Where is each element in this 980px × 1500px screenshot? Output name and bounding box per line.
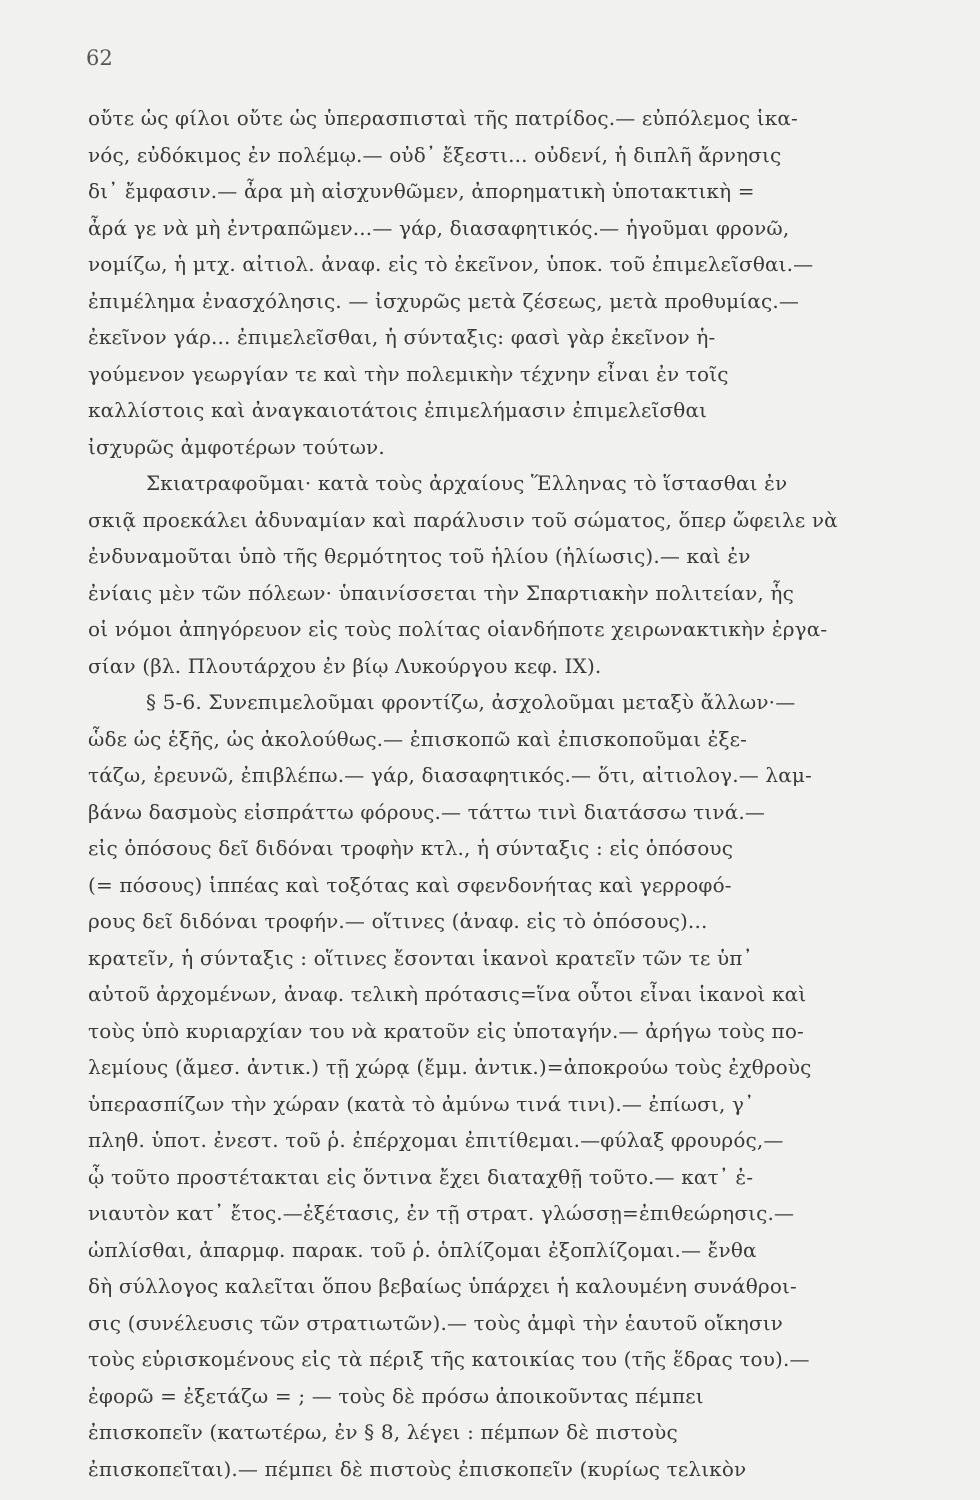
text-line: ρους δεῖ διδόναι τροφήν.— οἵτινες (ἀναφ. εἰς τὸ ὁπόσους)... bbox=[88, 909, 708, 933]
text-line: οὔτε ὡς φίλοι οὔτε ὡς ὑπερασπισταὶ τῆς πατρίδος.— εὐπόλεμος ἱκα- bbox=[88, 106, 798, 130]
text-line: νός, εὐδόκιμος ἐν πολέμῳ.— οὐδ᾽ ἔξεστι... οὐδενί, ἡ διπλῆ ἄρνησις bbox=[88, 142, 782, 167]
text-line: ἐπισκοπεῖται).— πέμπει δὲ πιστοὺς ἐπισκοπεῖν (κυρίως τελικὸν bbox=[88, 1456, 747, 1481]
text-line: ἐκεῖνον γάρ... ἐπιμελεῖσθαι, ἡ σύνταξις: φασὶ γὰρ ἐκεῖνον ἡ- bbox=[88, 325, 716, 349]
text-line: ἐνίαις μὲν τῶν πόλεων· ὑπαινίσσεται τὴν Σπαρτιακὴν πολιτείαν, ἧς bbox=[88, 580, 794, 605]
text-line: βάνω δασμοὺς εἰσπράττω φόρους.— τάττω τινὶ διατάσσω τινά.— bbox=[88, 799, 766, 824]
text-line: (= πόσους) ἱππέας καὶ τοξότας καὶ σφενδονήτας καὶ γερροφό- bbox=[88, 872, 732, 897]
text-line: σκιᾷ προεκάλει ἀδυναμίαν καὶ παράλυσιν τοῦ σώματος, ὅπερ ὤφειλε νὰ bbox=[88, 507, 838, 532]
text-line: ἐνδυναμοῦται ὑπὸ τῆς θερμότητος τοῦ ἡλίου (ἡλίωσις).— καὶ ἐν bbox=[88, 544, 751, 568]
text-line: ἐπιμέλημα ἐνασχόλησις. — ἰσχυρῶς μετὰ ζέσεως, μετὰ προθυμίας.— bbox=[88, 288, 799, 313]
text-line: Σκιατραφοῦμαι· κατὰ τοὺς ἀρχαίους Ἕλληνας τὸ ἵστασθαι ἐν bbox=[146, 471, 788, 495]
text-line: ἆρά γε νὰ μὴ ἐντραπῶμεν...— γάρ, διασαφητικός.— ἡγοῦμαι φρονῶ, bbox=[88, 215, 790, 240]
text-line: νομίζω, ἡ μτχ. αἰτιολ. ἀναφ. εἰς τὸ ἐκεῖνον, ὑποκ. τοῦ ἐπιμελεῖσθαι.— bbox=[88, 252, 814, 276]
text-line: αὐτοῦ ἀρχομένων, ἀναφ. τελικὴ πρότασις=ἵνα οὗτοι εἶναι ἱκανοὶ καὶ bbox=[88, 982, 807, 1006]
text-line: καλλίστοις καὶ ἀναγκαιοτάτοις ἐπιμελήμασιν ἐπιμελεῖσθαι bbox=[88, 398, 708, 422]
text-line: εἰς ὁπόσους δεῖ διδόναι τροφὴν κτλ., ἡ σύνταξις : εἰς ὁπόσους bbox=[88, 836, 734, 860]
text-line: οἱ νόμοι ἀπηγόρευον εἰς τοὺς πολίτας οἱανδήποτε χειρωνακτικὴν ἐργα- bbox=[88, 617, 828, 641]
text-line: νιαυτὸν κατ᾽ ἔτος.—ἐξέτασις, ἐν τῇ στρατ. γλώσσῃ=ἐπιθεώρησις.— bbox=[88, 1201, 795, 1225]
text-line: σίαν (βλ. Πλουτάρχου ἐν βίῳ Λυκούργου κεφ. IX). bbox=[88, 653, 602, 678]
text-line: λεμίους (ἄμεσ. ἀντικ.) τῇ χώρᾳ (ἔμμ. ἀντικ.)=ἀποκρούω τοὺς ἐχθροὺς bbox=[88, 1055, 812, 1079]
text-line: πληθ. ὑποτ. ἐνεστ. τοῦ ῥ. ἐπέρχομαι ἐπιτίθεμαι.—φύλαξ φρουρός,— bbox=[88, 1128, 784, 1152]
text-line: τάζω, ἐρευνῶ, ἐπιβλέπω.— γάρ, διασαφητικός.— ὅτι, αἰτιολογ.— λαμ- bbox=[88, 763, 812, 787]
text-line: δι᾽ ἔμφασιν.— ἆρα μὴ αἰσχυνθῶμεν, ἀπορηματικὴ ὑποτακτικὴ = bbox=[88, 179, 755, 203]
body-text bbox=[88, 100, 910, 1487]
text-line: ᾧ τοῦτο προστέτακται εἰς ὅντινα ἔχει διαταχθῇ τοῦτο.— κατ᾽ ἐ- bbox=[88, 1164, 754, 1189]
text-line: ἐφορῶ = ἐξετάζω = ; — τοὺς δὲ πρόσω ἀποικοῦντας πέμπει bbox=[88, 1383, 704, 1408]
text-line: γούμενον γεωργίαν τε καὶ τὴν πολεμικὴν τέχνην εἶναι ἐν τοῖς bbox=[88, 361, 729, 386]
text-line: ἰσχυρῶς ἀμφοτέρων τούτων. bbox=[88, 434, 385, 459]
text-line: κρατεῖν, ἡ σύνταξις : οἵτινες ἔσονται ἱκανοὶ κρατεῖν τῶν τε ὑπ᾽ bbox=[88, 945, 753, 970]
text-line: ὑπερασπίζων τὴν χώραν (κατὰ τὸ ἀμύνω τινά τινι).— ἐπίωσι, γ᾽ bbox=[88, 1091, 755, 1116]
text-line: σις (συνέλευσις τῶν στρατιωτῶν).— τοὺς ἀμφὶ τὴν ἑαυτοῦ οἴκησιν bbox=[88, 1310, 783, 1335]
text-line: δὴ σύλλογος καλεῖται ὅπου βεβαίως ὑπάρχει ἡ καλουμένη συνάθροι- bbox=[88, 1274, 797, 1298]
text-line: τοὺς εὑρισκομένους εἰς τὰ πέριξ τῆς κατοικίας του (τῆς ἕδρας του).— bbox=[88, 1347, 810, 1371]
page-number: 62 bbox=[86, 46, 113, 70]
text-line: § 5-6. Συνεπιμελοῦμαι φροντίζω, ἀσχολοῦμαι μεταξὺ ἄλλων·— bbox=[146, 690, 796, 714]
text-line: τοὺς ὑπὸ κυριαρχίαν του νὰ κρατοῦν εἰς ὑποταγήν.— ἀρήγω τοὺς πο- bbox=[88, 1018, 804, 1043]
text-line: ἐπισκοπεῖν (κατωτέρω, ἐν § 8, λέγει : πέμπων δὲ πιστοὺς bbox=[88, 1420, 678, 1444]
text-line: ὧδε ὡς ἑξῆς, ὡς ἀκολούθως.— ἐπισκοπῶ καὶ ἐπισκοποῦμαι ἐξε- bbox=[88, 726, 748, 751]
text-line: ὡπλίσθαι, ἀπαρμφ. παρακ. τοῦ ῥ. ὁπλίζομαι ἐξοπλίζομαι.— ἔνθα bbox=[88, 1237, 757, 1262]
